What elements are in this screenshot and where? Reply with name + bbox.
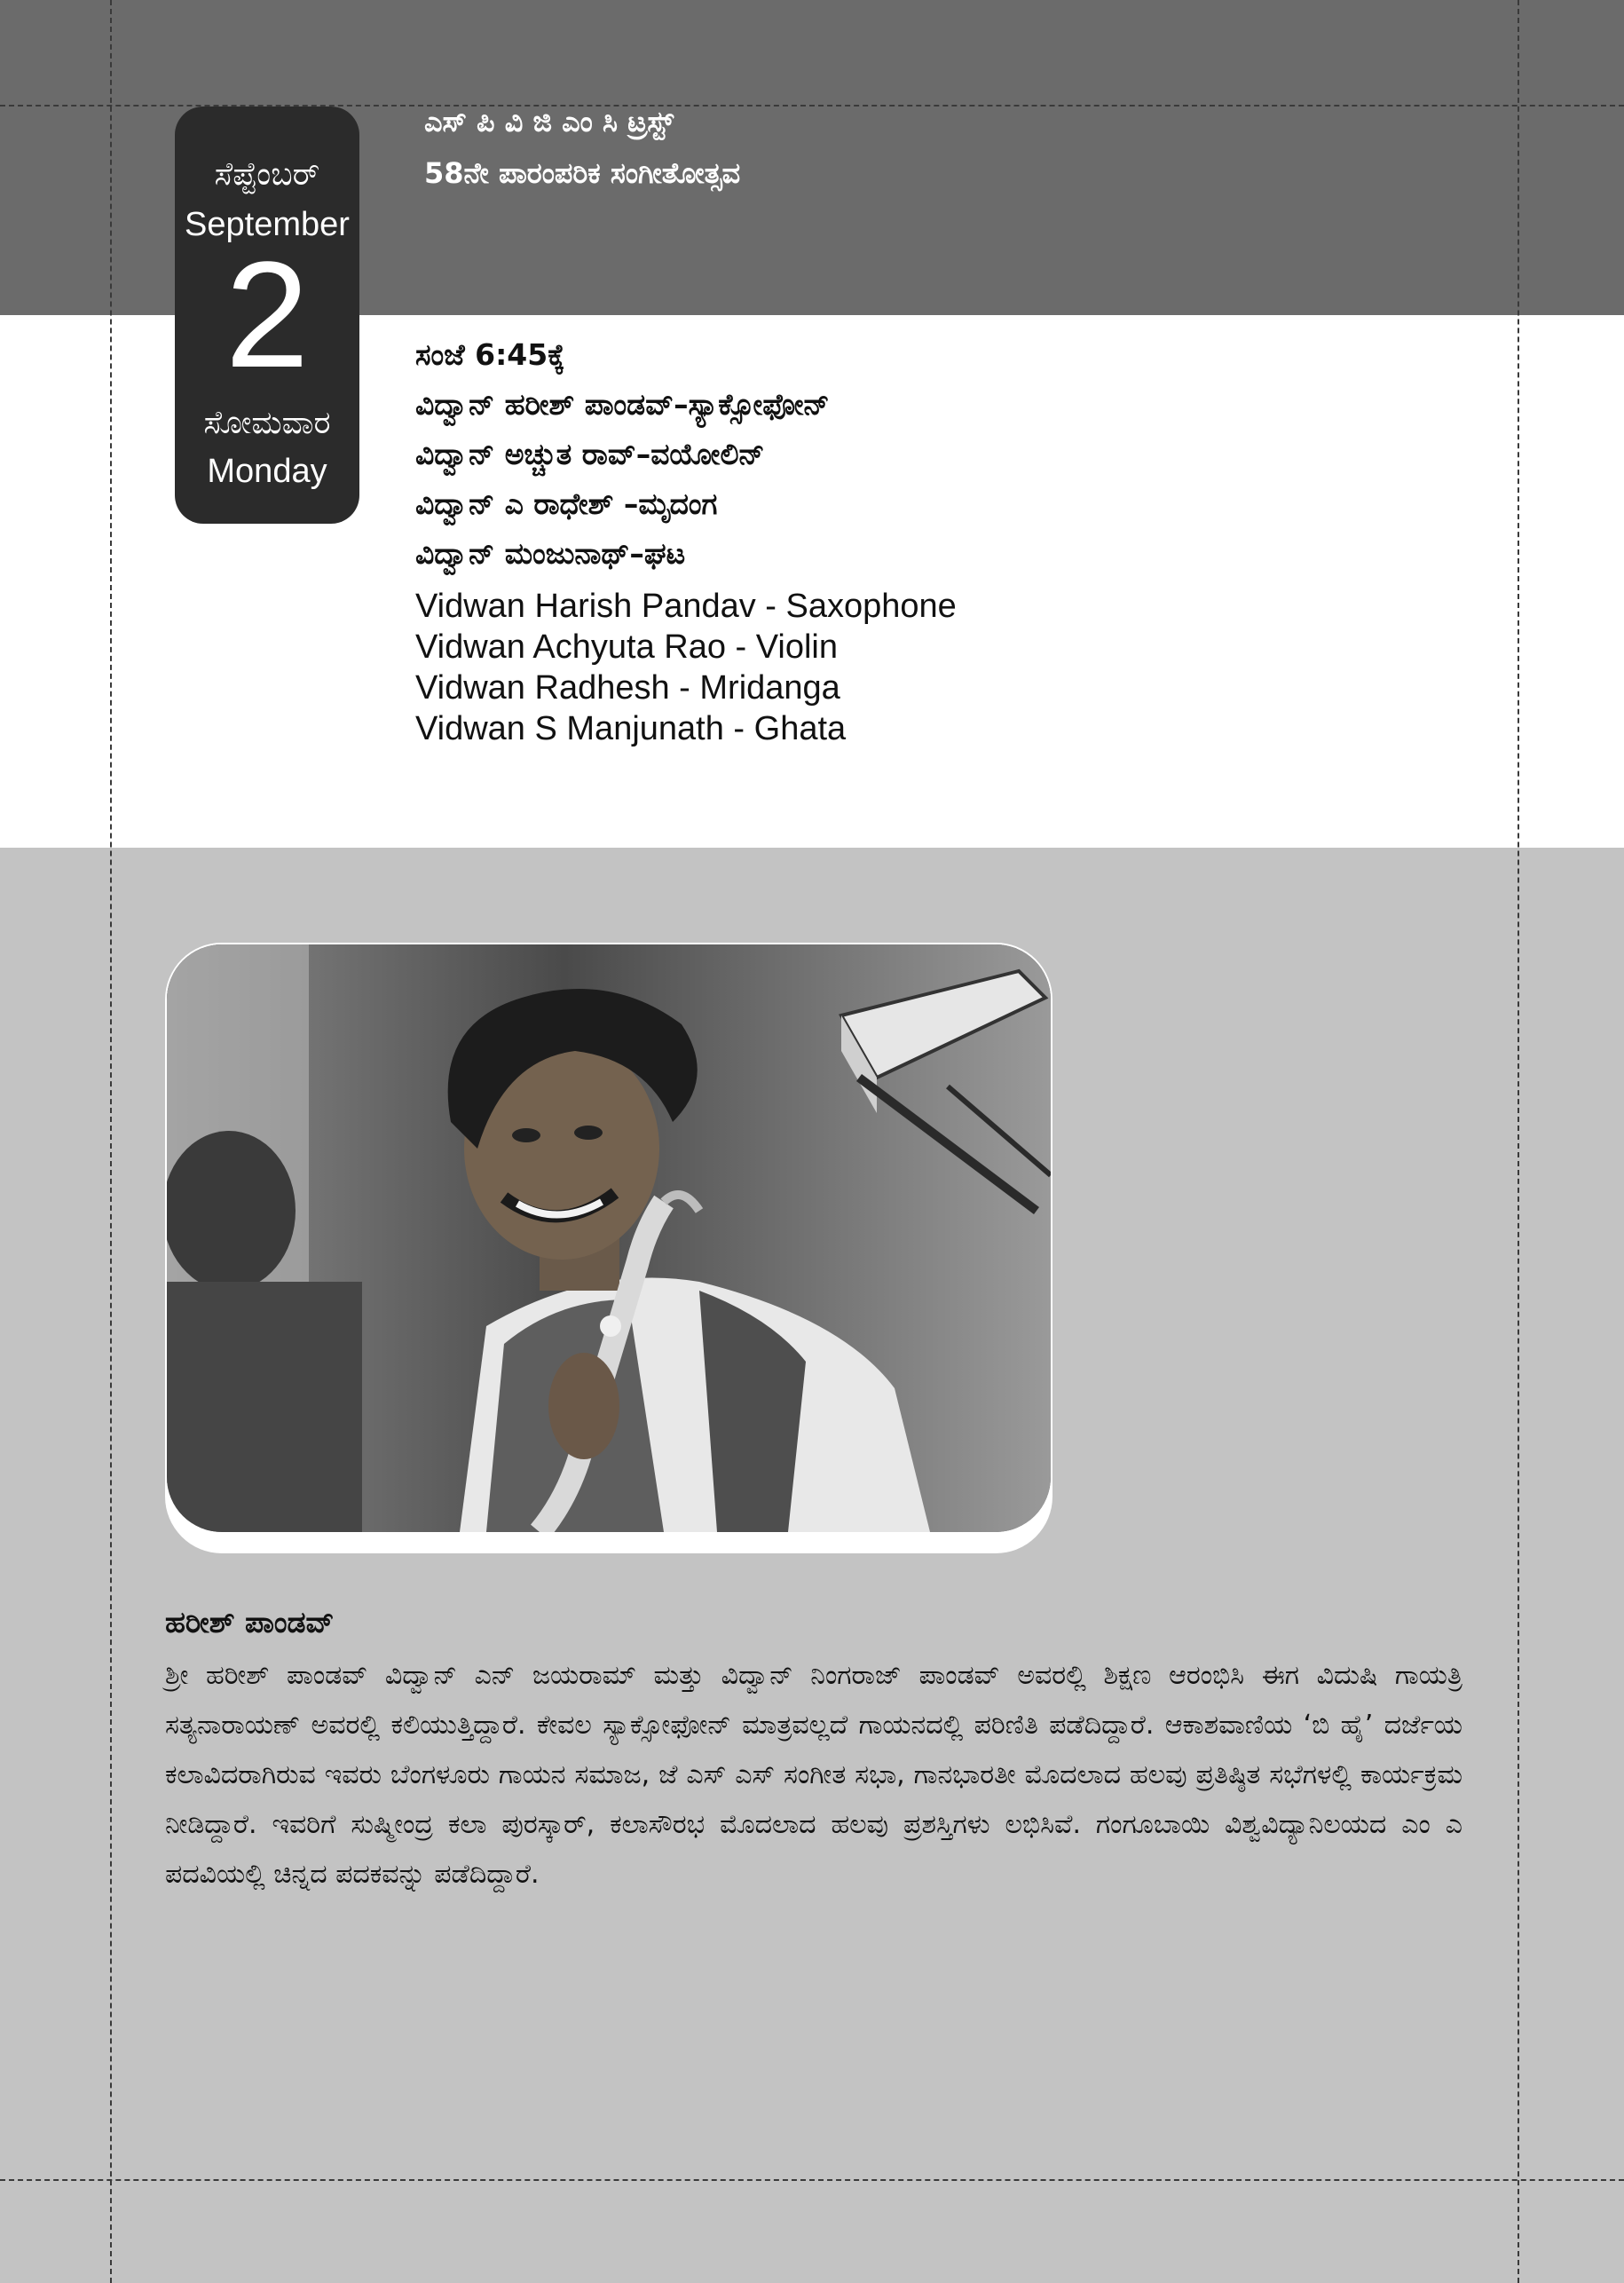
performer-en: Vidwan Harish Pandav - Saxophone (415, 588, 957, 625)
organizer-name: ಎಸ್ ಪಿ ವಿ ಜಿ ಎಂ ಸಿ ಟ್ರಸ್ಟ್ (424, 105, 674, 138)
crop-mark-right (1518, 0, 1519, 2283)
event-header (424, 96, 740, 199)
bio-paragraph: ಶ್ರೀ ಹರೀಶ್ ಪಾಂಡವ್ ವಿದ್ವಾನ್ ಎನ್ ಜಯರಾಮ್ ಮತ್ತು ವಿದ್ವಾನ್ ನಿಂಗರಾಜ್ ಪಾಂಡವ್ ಅವರಲ್ಲಿ ಶಿಕ್ಷಣ ಆರಂಭಿಸಿ ಈಗ ವಿದುಷಿ ಗಾಯತ್ರಿ ಸತ್ಯನಾರಾಯಣ್ ಅವರಲ್ಲಿ ಕಲಿಯುತ್ತಿದ್ದಾರೆ. ಕೇವಲ ಸ್ಯಾಕ್ಸೋಫೋನ್ ಮಾತ್ರವಲ್ಲದೆ ಗಾಯನದಲ್ಲಿ ಪರಿಣಿತಿ ಪಡೆದಿದ್ದಾರೆ. ಆಕಾಶವಾಣಿಯ ‘ಬಿ ಹೈ’ ದರ್ಜೆಯ ಕಲಾವಿದರಾಗಿರುವ ಇವರು ಬೆಂಗಳೂರು ಗಾಯನ ಸಮಾಜ, ಜೆ ಎಸ್ ಎಸ್ ಸಂಗೀತ ಸಭಾ, ಗಾನಭಾರತೀ ಮೊದಲಾದ ಹಲವು ಪ್ರತಿಷ್ಠಿತ ಸಭೆಗಳಲ್ಲಿ ಕಾರ್ಯಕ್ರಮ ನೀಡಿದ್ದಾರೆ. ಇವರಿಗೆ ಸುಷ್ಮೀಂದ್ರ ಕಲಾ ಪುರಸ್ಕಾರ್, ಕಲಾಸೌರಭ ಮೊದಲಾದ ಹಲವು ಪ್ರಶಸ್ತಿಗಳು ಲಭಿಸಿವೆ. ಗಂಗೂಬಾಯಿ ವಿಶ್ವವಿದ್ಯಾನಿಲಯದ ಎಂ ಎ ಪದವಿಯಲ್ಲಿ ಚಿನ್ನದ ಪದಕವನ್ನು ಪಡೆದಿದ್ದಾರೆ. (165, 1660, 1462, 1890)
saxophonist-illustration (167, 944, 1051, 1532)
performer-kn: ವಿದ್ವಾನ್ ಎ ರಾಧೇಶ್ –ಮೃದಂಗ (415, 486, 718, 521)
crop-mark-bottom (0, 2179, 1624, 2181)
performer-kn: ವಿದ್ವಾನ್ ಮಂಜುನಾಥ್–ಘಟ (415, 536, 686, 571)
program-english (415, 586, 957, 749)
program-kannada (415, 330, 830, 579)
bio-heading: ಹರೀಶ್ ಪಾಂಡವ್ (165, 1605, 335, 1639)
date-badge (175, 107, 359, 524)
weekday-english: Monday (207, 453, 327, 490)
performer-kn: ವಿದ್ವಾನ್ ಅಚ್ಚುತ ರಾವ್–ವಯೋಲಿನ್ (415, 437, 765, 471)
month-english: September (185, 206, 350, 243)
program-time: ಸಂಜೆ 6:45ಕ್ಕೆ (415, 337, 565, 372)
artist-photo (167, 944, 1051, 1532)
festival-title: 58ನೇ ಪಾರಂಪರಿಕ ಸಂಗೀತೋತ್ಸವ (424, 156, 741, 190)
performer-en: Vidwan Radhesh - Mridanga (415, 669, 840, 707)
crop-mark-left (110, 0, 112, 2283)
performer-en: Vidwan S Manjunath - Ghata (415, 710, 847, 747)
day-number: 2 (225, 231, 310, 399)
weekday-kannada: ಸೋಮವಾರ (203, 405, 331, 441)
performer-en: Vidwan Achyuta Rao - Violin (415, 628, 839, 666)
performer-kn: ವಿದ್ವಾನ್ ಹರೀಶ್ ಪಾಂಡವ್–ಸ್ಯಾಕ್ಸೋಫೋನ್ (415, 387, 830, 422)
month-kannada: ಸೆಪ್ಟೆಂಬರ್ (214, 156, 320, 193)
